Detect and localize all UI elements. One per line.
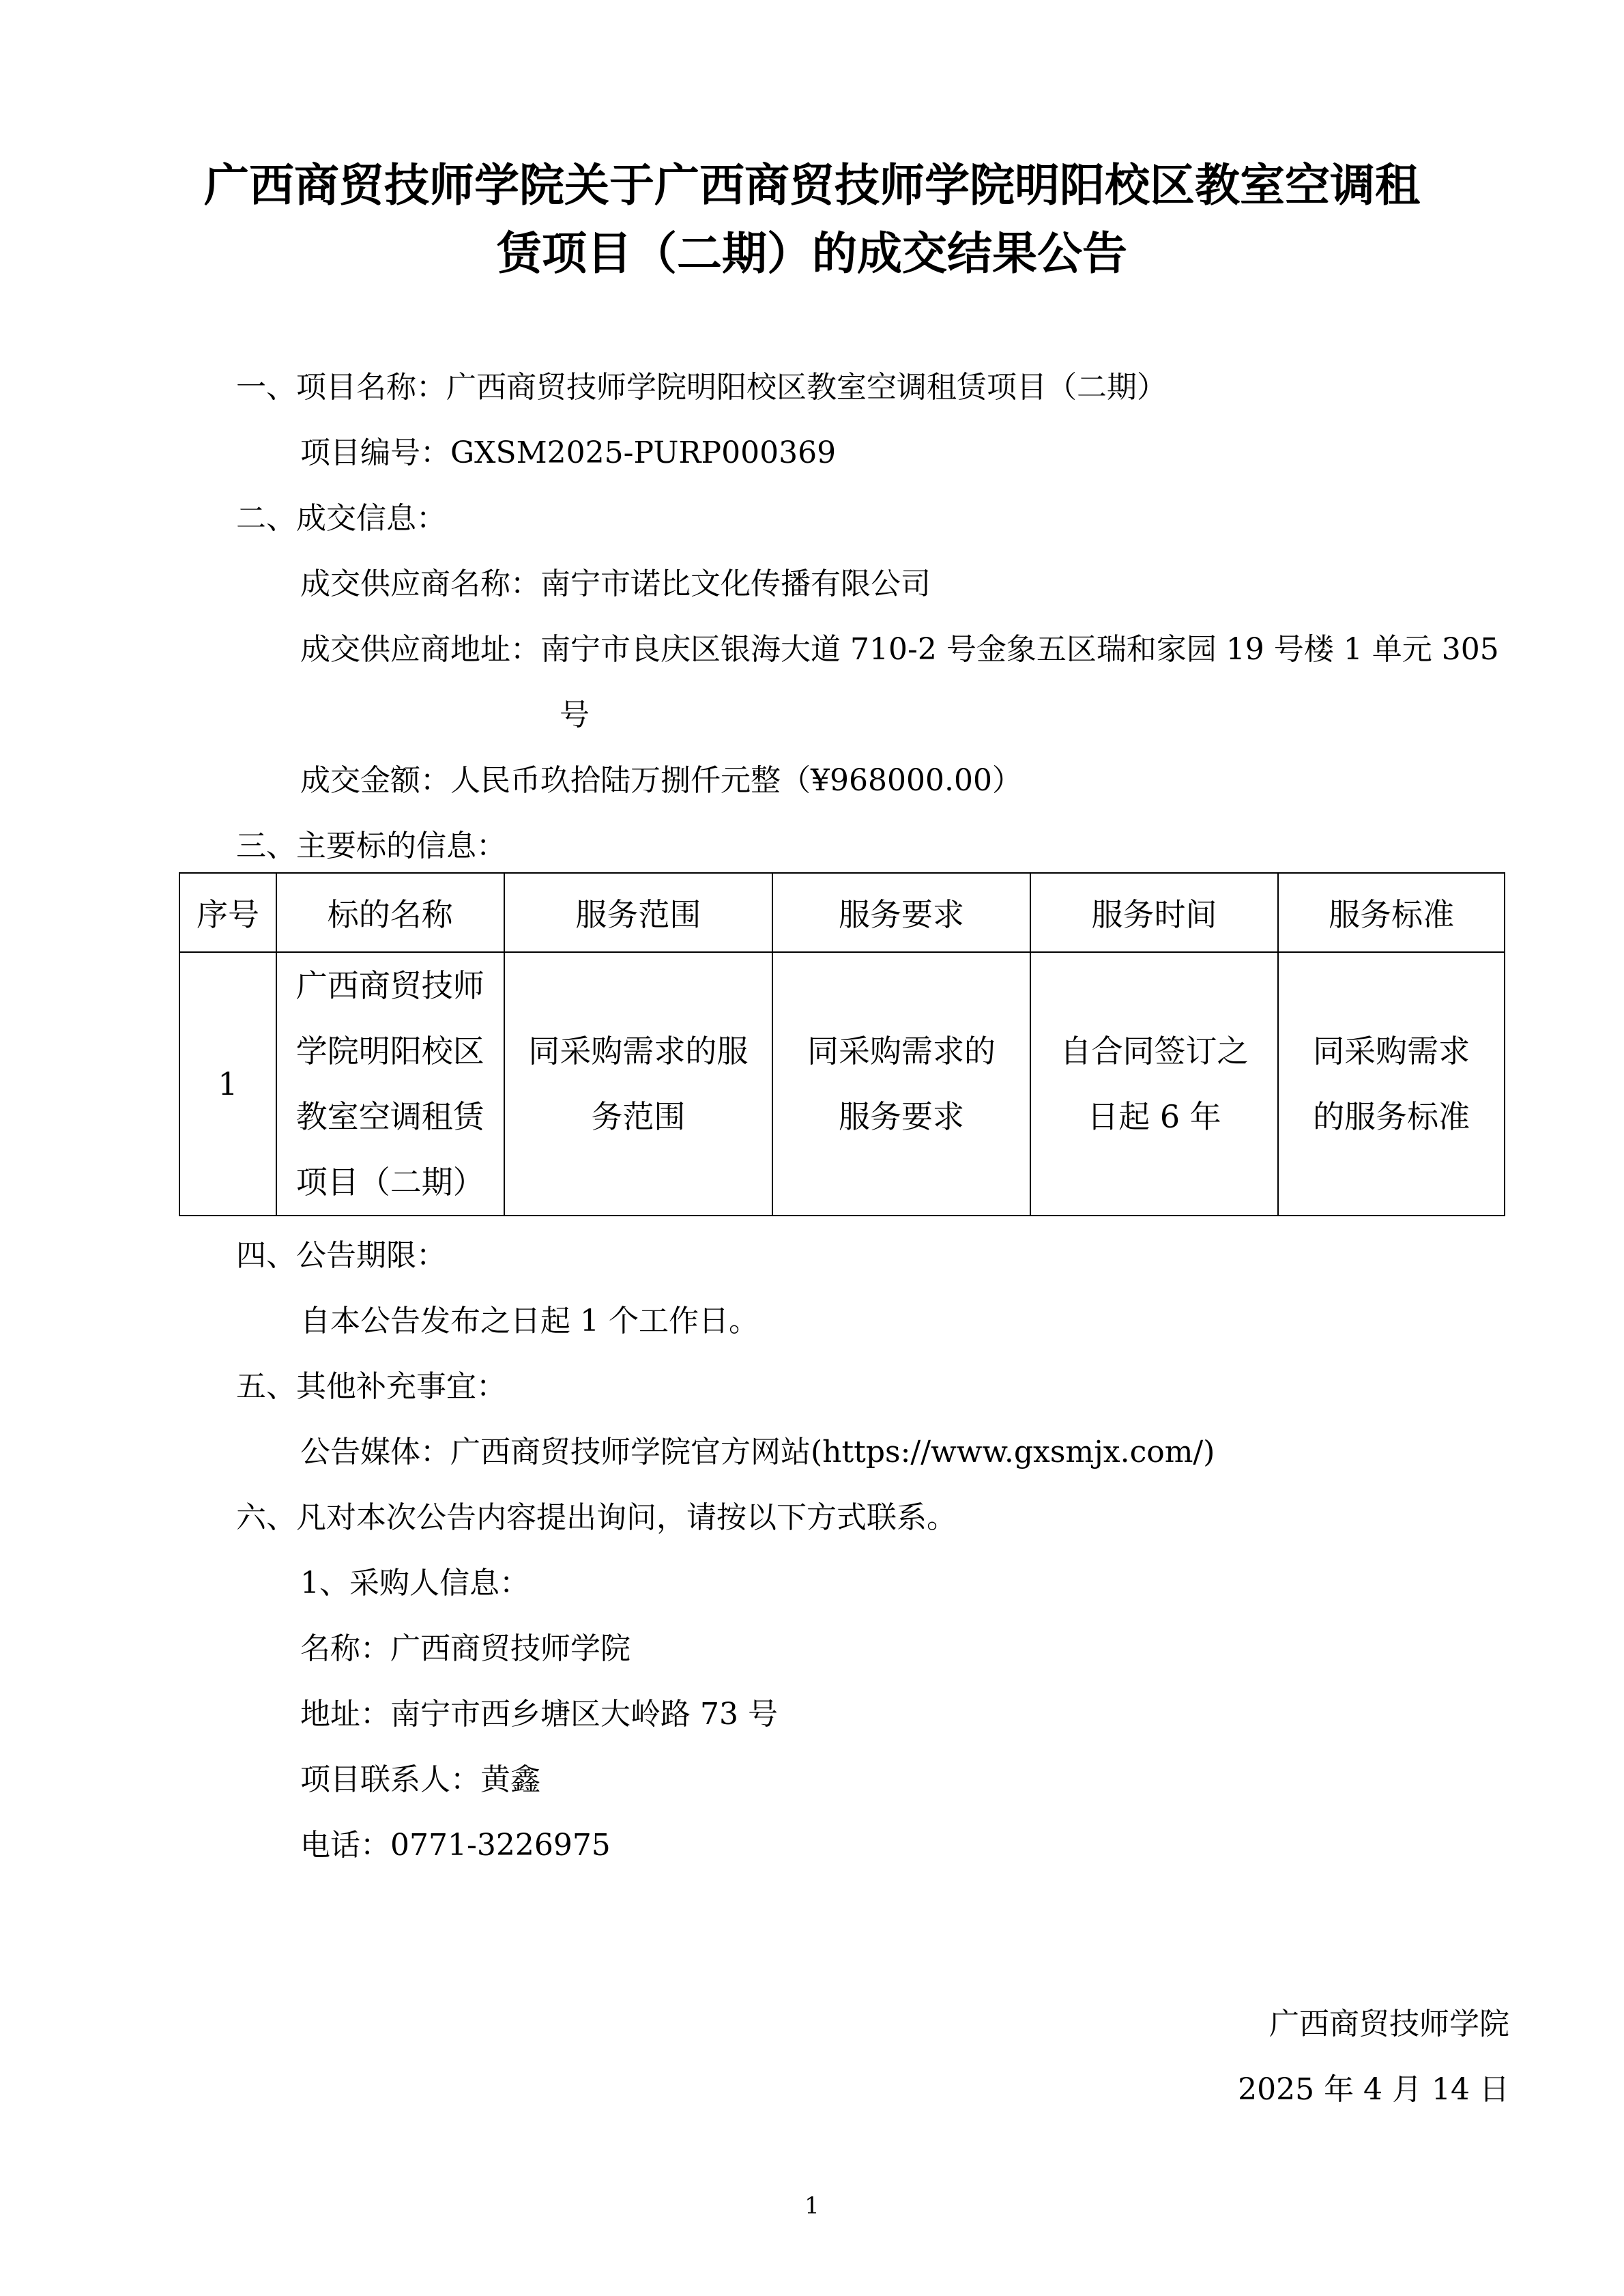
cell-time xyxy=(1030,952,1279,1216)
signature-org: 广西商贸技师学院 xyxy=(1269,2007,1509,2041)
header-scope: 服务范围 xyxy=(504,873,773,952)
cell-name-line: 教室空调租赁 xyxy=(295,1098,484,1135)
project-number: 项目编号：GXSM2025-PURP000369 xyxy=(300,435,837,470)
table-header-row xyxy=(179,873,1505,952)
cell-requirement-line: 同采购需求的 xyxy=(807,1033,996,1070)
signature-date: 2025 年 4 月 14 日 xyxy=(1238,2072,1509,2107)
cell-scope-line: 务范围 xyxy=(591,1098,686,1135)
cell-requirement xyxy=(772,952,1030,1216)
cell-name xyxy=(276,952,504,1216)
cell-scope xyxy=(504,952,773,1216)
cell-standard-line: 的服务标准 xyxy=(1313,1098,1470,1135)
supplier-name: 成交供应商名称：南宁市诺比文化传播有限公司 xyxy=(300,566,931,601)
title-line-2: 赁项目（二期）的成交结果公告 xyxy=(497,227,1127,280)
purchaser-address: 地址：南宁市西乡塘区大岭路 73 号 xyxy=(300,1697,778,1732)
section-5-heading: 五、其他补充事宜： xyxy=(236,1369,506,1404)
subject-info-table xyxy=(179,872,1505,1216)
notice-media: 公告媒体：广西商贸技师学院官方网站(https://www.gxsmjx.com/) xyxy=(300,1435,1215,1469)
notice-period: 自本公告发布之日起 1 个工作日。 xyxy=(300,1304,759,1338)
cell-no xyxy=(179,952,276,1216)
cell-time-line: 自合同签订之 xyxy=(1060,1033,1249,1070)
supplier-address-continued: 号 xyxy=(560,698,590,732)
supplier-address: 成交供应商地址：南宁市良庆区银海大道 710-2 号金象五区瑞和家园 19 号楼 1 单元 305 xyxy=(300,632,1499,667)
cell-scope-line: 同采购需求的服 xyxy=(528,1033,749,1070)
cell-time-line: 日起 6 年 xyxy=(1087,1098,1221,1135)
header-standard: 服务标准 xyxy=(1278,873,1505,952)
section-1-heading: 一、项目名称：广西商贸技师学院明阳校区教室空调租赁项目（二期） xyxy=(236,370,1167,405)
cell-standard-line: 同采购需求 xyxy=(1313,1033,1470,1070)
cell-no-text: 1 xyxy=(218,1065,238,1102)
section-4-heading: 四、公告期限： xyxy=(236,1238,446,1273)
page-title xyxy=(136,152,1488,288)
project-contact: 项目联系人：黄鑫 xyxy=(300,1762,540,1797)
header-time: 服务时间 xyxy=(1030,873,1279,952)
section-2-heading: 二、成交信息： xyxy=(236,501,446,536)
title-line-1: 广西商贸技师学院关于广西商贸技师学院明阳校区教室空调租 xyxy=(204,159,1420,212)
section-3-heading: 三、主要标的信息： xyxy=(236,829,506,863)
header-name: 标的名称 xyxy=(276,873,504,952)
purchaser-name: 名称：广西商贸技师学院 xyxy=(300,1631,630,1666)
header-no: 序号 xyxy=(179,873,276,952)
purchaser-info-heading: 1、采购人信息： xyxy=(300,1566,530,1601)
table-row xyxy=(179,952,1505,1216)
cell-name-line: 学院明阳校区 xyxy=(295,1033,484,1070)
cell-standard xyxy=(1278,952,1505,1216)
page-number: 1 xyxy=(804,2192,820,2220)
cell-name-line: 广西商贸技师 xyxy=(295,967,484,1004)
contact-phone: 电话：0771-3226975 xyxy=(300,1828,611,1863)
deal-amount: 成交金额：人民币玖拾陆万捌仟元整（¥968000.00） xyxy=(300,763,1022,798)
cell-requirement-line: 服务要求 xyxy=(838,1098,964,1135)
cell-name-line: 项目（二期） xyxy=(295,1164,484,1201)
section-6-heading: 六、凡对本次公告内容提出询问，请按以下方式联系。 xyxy=(236,1500,957,1535)
header-requirement: 服务要求 xyxy=(772,873,1030,952)
